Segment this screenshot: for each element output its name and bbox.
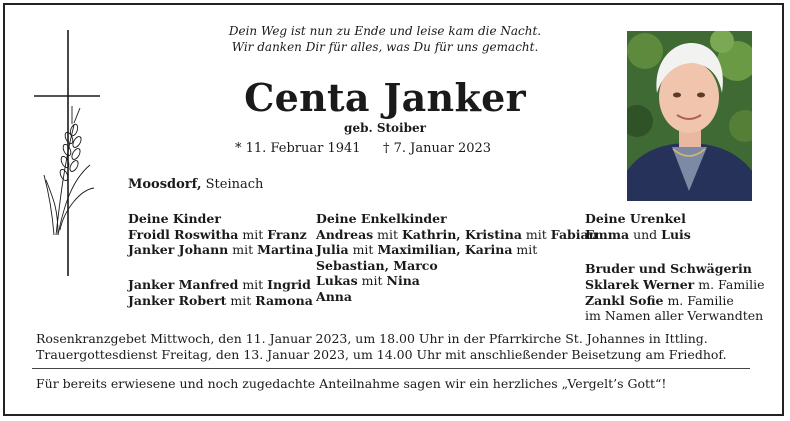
greatgrandchildren-heading: Deine Urenkel [585, 211, 686, 226]
quote-line: Dein Weg ist nun zu Ende und leise kam die Nacht. [228, 24, 542, 38]
list-item [316, 273, 598, 289]
children-heading: Deine Kinder [128, 211, 221, 226]
deceased-name: Centa Janker [244, 75, 526, 120]
child-name: Janker Robert [128, 292, 227, 308]
birth-date: * 11. Februar 1941 [235, 141, 361, 156]
residence [128, 177, 263, 192]
list-item [316, 258, 598, 274]
greatgrandchild-name: Emma [585, 226, 630, 242]
joiner: mit [228, 242, 258, 258]
greatgrandchild-name: Luis [661, 226, 691, 242]
list-item [316, 289, 598, 305]
residence-district: Steinach [201, 177, 264, 192]
list-item [585, 293, 765, 309]
grandchild-name: Fabian [550, 226, 598, 242]
portrait-photo [627, 31, 752, 201]
grandchild-partner: Maximilian, Karina [377, 242, 513, 258]
list-item [128, 277, 313, 293]
cross-with-wheat-icon [34, 30, 100, 276]
list-item [316, 242, 598, 258]
joiner: mit [226, 292, 256, 308]
grandchild-partner: Nina [386, 273, 420, 289]
sibling-name: Sklarek Werner [585, 276, 695, 292]
grandchild-partner: Kathrin, Kristina [402, 226, 522, 242]
joiner: mit [357, 273, 387, 289]
suffix: m. Familie [694, 276, 765, 292]
children-list [128, 211, 313, 308]
maiden-name: geb. Stoiber [344, 121, 426, 135]
grandchild-name: Sebastian, Marco [316, 257, 438, 273]
grandchild-name: Andreas [316, 226, 374, 242]
joiner: mit [512, 242, 538, 258]
sibling-name: Zankl Sofie [585, 292, 664, 308]
death-date: † 7. Januar 2023 [383, 141, 492, 156]
suffix: m. Familie [663, 292, 734, 308]
residence-town: Moosdorf, [128, 177, 202, 192]
list-item [316, 227, 598, 243]
list-item [128, 227, 313, 243]
list-item [585, 227, 765, 243]
grandchild-name: Anna [316, 288, 352, 304]
grandchildren-heading: Deine Enkelkinder [316, 211, 447, 226]
joiner: mit [521, 226, 551, 242]
memorial-quote [200, 23, 570, 55]
quote-line: Wir danken Dir für alles, was Du für uns gemacht. [231, 40, 539, 54]
child-name: Janker Manfred [128, 276, 239, 292]
siblings-heading: Bruder und Schwägerin [585, 261, 752, 277]
grandchildren-list [316, 211, 598, 305]
partner-name: Ingrid [267, 276, 311, 292]
partner-name: Martina [257, 242, 314, 258]
joiner: mit [373, 226, 403, 242]
joiner: mit [348, 242, 378, 258]
thanks-notice: Für bereits erwiesene und noch zugedachte Anteilnahme sagen wir ein herzliches „Vergelt’s Gott“! [36, 376, 667, 391]
list-item [128, 293, 313, 309]
closing-line: im Namen aller Verwandten [585, 308, 764, 324]
funeral-notice: Trauergottesdienst Freitag, den 13. Januar 2023, um 14.00 Uhr mit anschließender Beisetzung am Friedhof. [36, 347, 727, 362]
relatives-list [585, 211, 765, 324]
joiner: und [629, 226, 662, 242]
rosary-notice: Rosenkranzgebet Mittwoch, den 11. Januar 2023, um 18.00 Uhr in der Pfarrkirche St. Johannes in Ittling. [36, 331, 708, 346]
grandchild-name: Julia [316, 242, 349, 258]
joiner: mit [238, 276, 268, 292]
joiner: mit [238, 226, 268, 242]
partner-name: Franz [267, 226, 307, 242]
partner-name: Ramona [255, 292, 313, 308]
divider [32, 368, 750, 369]
list-item [128, 242, 313, 258]
child-name: Froidl Roswitha [128, 226, 239, 242]
grandchild-name: Lukas [316, 273, 358, 289]
list-item [585, 277, 765, 293]
child-name: Janker Johann [128, 242, 229, 258]
